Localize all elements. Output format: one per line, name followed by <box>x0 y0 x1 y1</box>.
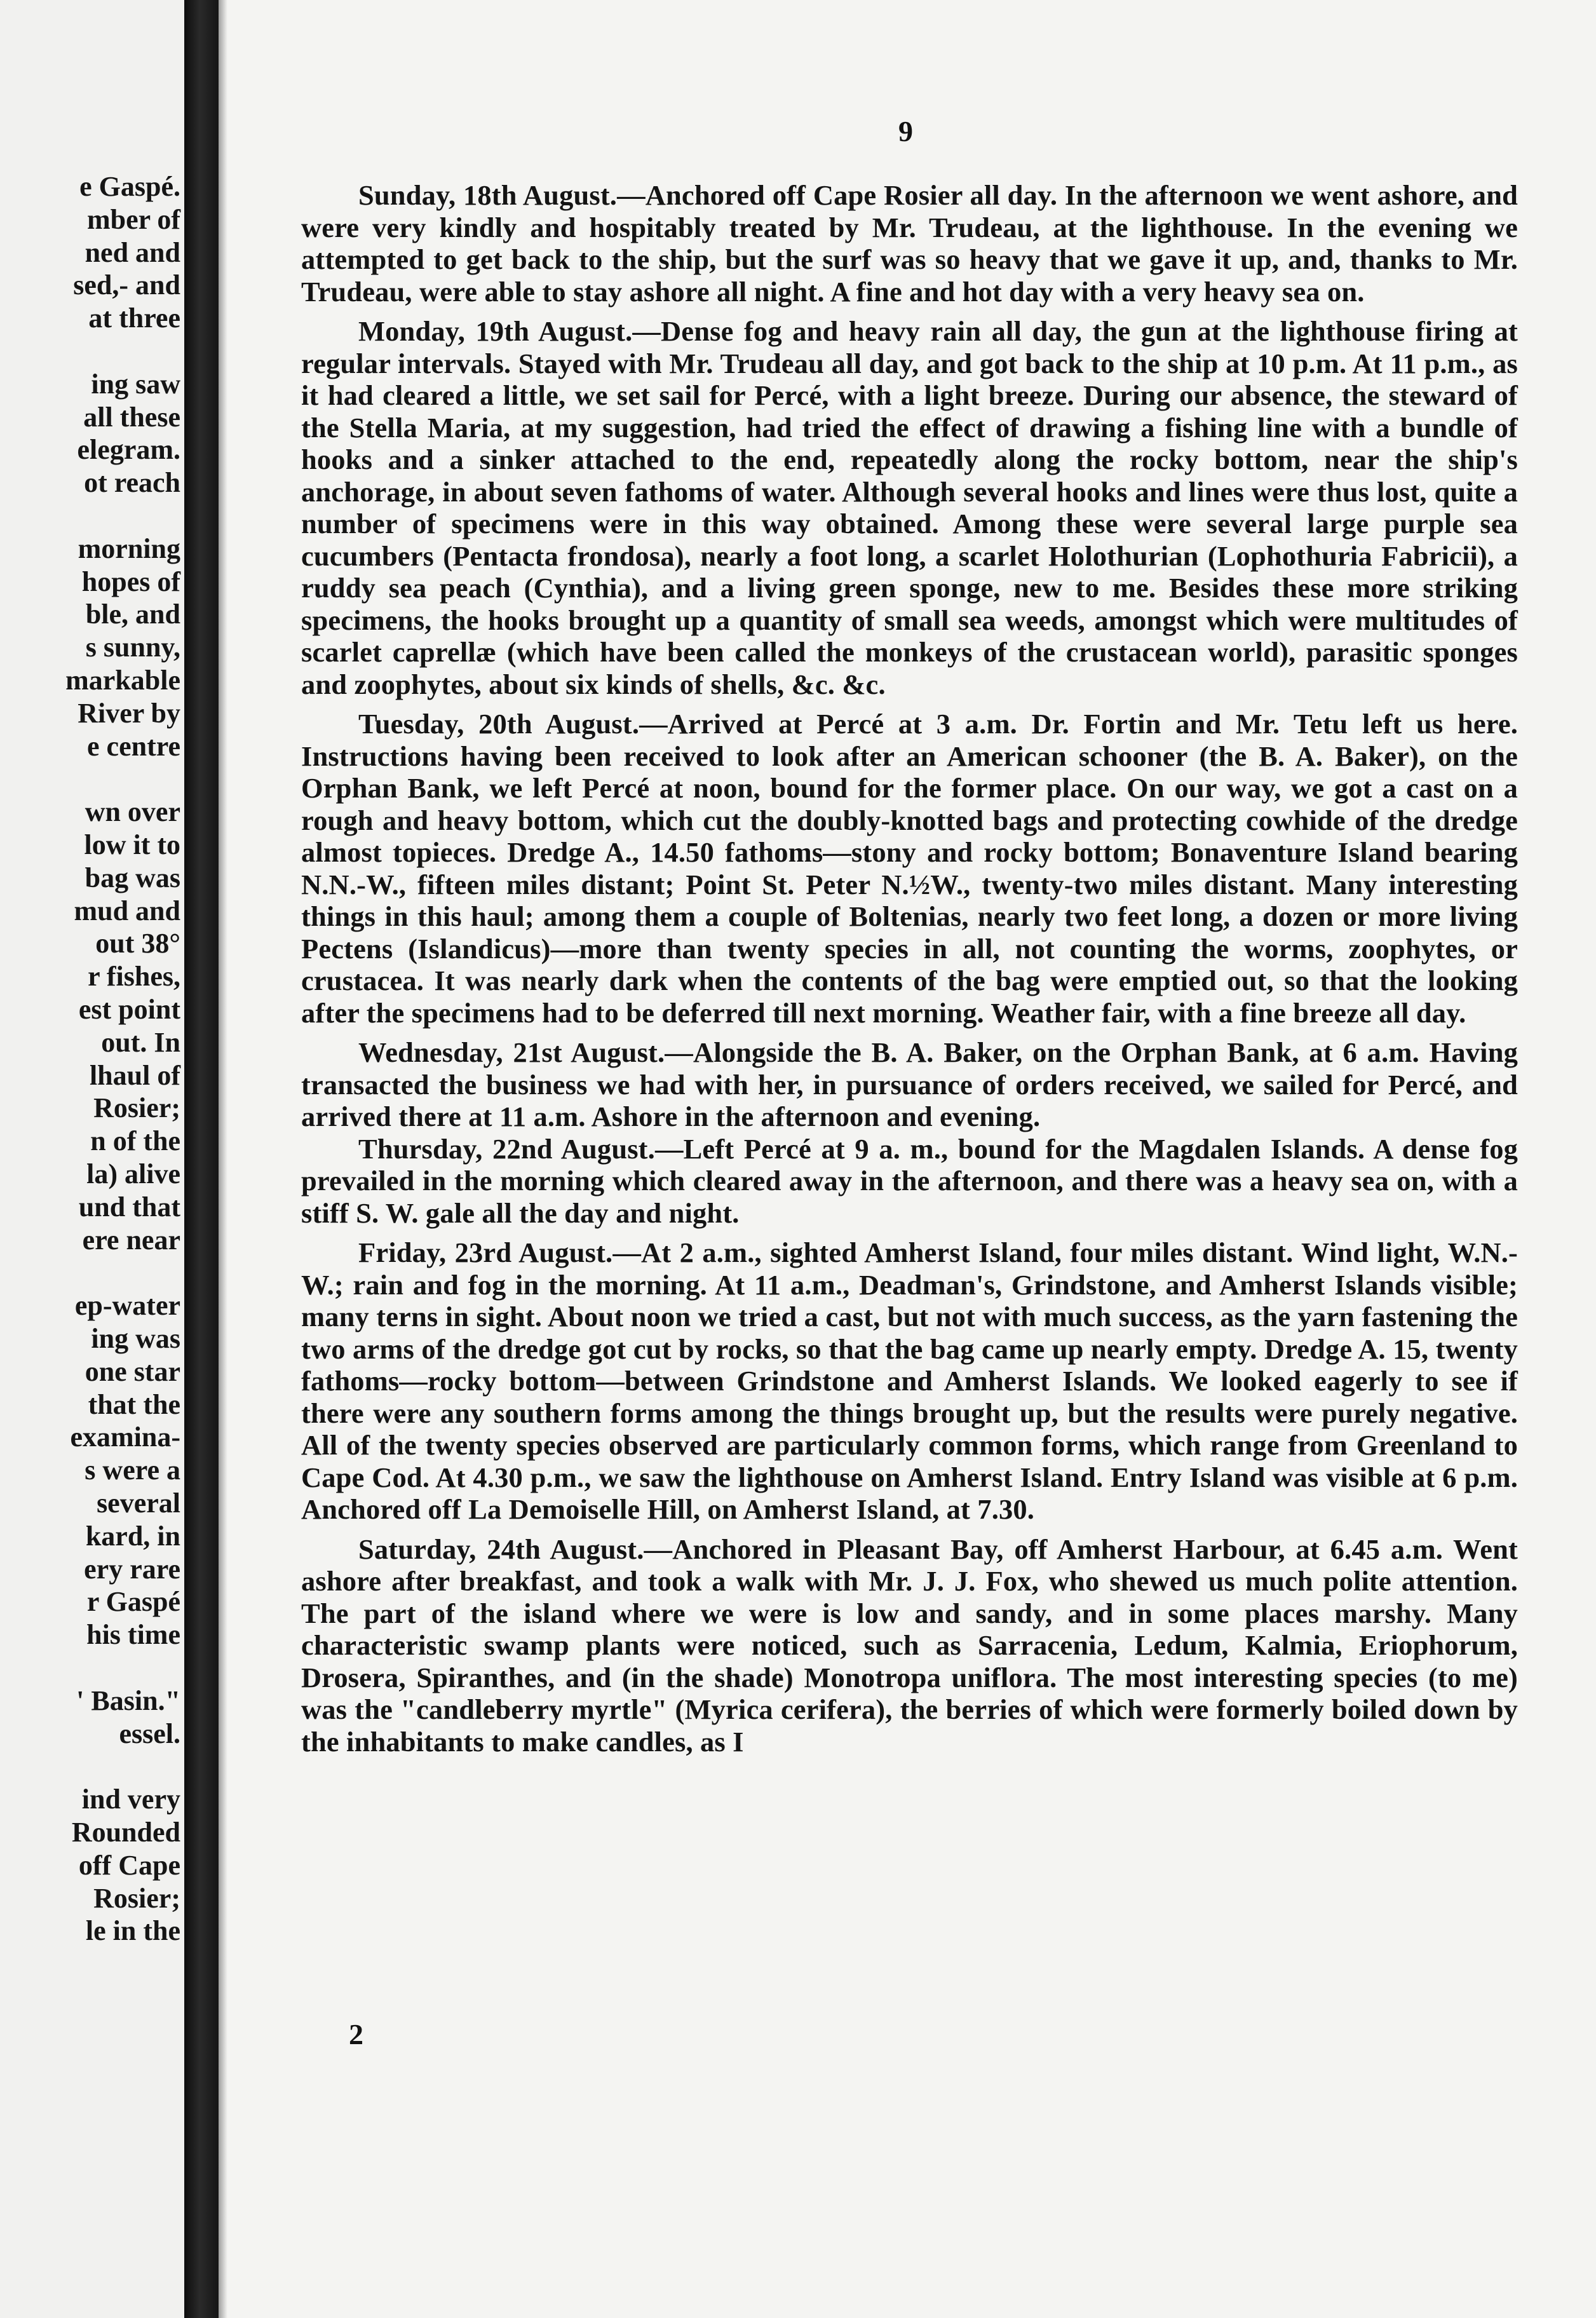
entry-text: —At 2 a.m., sighted Amherst Island, four miles distant. Wind light, W.N.-W.; rain and fog in the morning. At 11 a.m., Deadman's, Grindstone, and Amherst Islands visible; many terns in sight. About noon we tried a cast, but not with much success, as the yarn fastening the two arms of the dredge got cut by rocks, so that the bag came up nearly empty. Dredge A. 15, twenty fathoms—rocky bottom—between Grindstone and Amherst Islands. We looked eagerly to see if there were any southern forms among the things brought up, but the results were purely negative. All of the twenty species observed are particularly common forms, which range from Greenland to Cape Cod. At 4.30 p.m., we saw the lighthouse on Amherst Island. Entry Island was visible at 6 p.m. Anchored off La Demoiselle Hill, on Amherst Island, at 7.30. <box>301 1237 1518 1525</box>
previous-page-line: several <box>97 1488 180 1519</box>
entry-text: —Arrived at Percé at 3 a.m. Dr. Fortin and Mr. Tetu left us here. Instructions having been received to look after an American schooner (the B. A. Baker), on the Orphan Bank, we left Percé at noon, bound for the former place. On our way, we got a cast on a rough and heavy bottom, which cut the doubly-knotted bags and protecting cowhide of the dredge almost topieces. Dredge A., 14.50 fathoms—stony and rocky bottom; Bonaventure Island bearing N.N.-W., fifteen miles distant; Point St. Peter N.½W., twenty-two miles distant. Many interesting things in this haul; among them a couple of Boltenias, nearly two feet long, a dozen or more living Pectens (Islandicus)—more than twenty species in all, not counting the worms, zoophytes, or crustacea. It was nearly dark when the contents of the bag were emptied out, so that the looking after the specimens had to be deferred till next morning. Weather fair, with a fine breeze all day. <box>301 708 1518 1029</box>
previous-page-line: lhaul of <box>89 1059 180 1091</box>
previous-page-line: examina- <box>70 1421 180 1453</box>
previous-page-line: ep-water <box>74 1290 180 1322</box>
entry-paragraph <box>301 1133 1518 1230</box>
gutter-shadow <box>219 0 227 2318</box>
previous-page-line: out 38° <box>95 928 180 959</box>
entry-date: Sunday, 18th August. <box>358 179 618 211</box>
previous-page-line: all these <box>83 401 180 433</box>
entry-date: Saturday, 24th August. <box>358 1533 644 1565</box>
previous-page-line: la) alive <box>86 1158 180 1190</box>
previous-page-line: River by <box>78 697 180 729</box>
previous-page-line: n of the <box>90 1125 180 1157</box>
entry-paragraph <box>301 315 1518 700</box>
entry-date: Friday, 23rd August. <box>358 1237 613 1268</box>
previous-page-line: mber of <box>86 203 180 235</box>
entry-paragraph <box>301 179 1518 308</box>
previous-page-line: ing was <box>91 1323 180 1354</box>
previous-page-line: off Cape <box>78 1849 180 1881</box>
previous-page-line: ned and <box>85 236 180 268</box>
page <box>219 0 1596 2318</box>
entry-date: Thursday, 22nd August. <box>358 1132 655 1165</box>
previous-page-line: und that <box>78 1191 180 1223</box>
previous-page-line: mud and <box>74 895 180 926</box>
previous-page-line: s sunny, <box>85 632 180 663</box>
previous-page-line: ere near <box>82 1224 180 1256</box>
previous-page-line: bag was <box>85 862 180 893</box>
entry-text: —Left Percé at 9 a. m., bound for the Magdalen Islands. A dense fog prevailed in the morning which cleared away in the afternoon, and there was a heavy sea on, with a stiff S. W. gale all the day and night. <box>301 1132 1518 1229</box>
previous-page-line: e Gaspé. <box>79 171 180 202</box>
entry-paragraph <box>301 708 1518 1029</box>
page-number: 9 <box>898 115 913 147</box>
previous-page-line: Rosier; <box>93 1882 180 1914</box>
previous-page-line: morning <box>78 532 180 564</box>
previous-page-line: ind very <box>81 1784 180 1815</box>
previous-page-line: e centre <box>87 730 180 762</box>
previous-page-line: low it to <box>84 829 180 860</box>
previous-page-line: ery rare <box>84 1553 180 1585</box>
entry-text: —Anchored in Pleasant Bay, off Amherst Harbour, at 6.45 a.m. Went ashore after breakfast, and took a walk with Mr. J. J. Fox, who shewed us much polite attention. The part of the island where we were is low and sandy, and in some places marshy. Many characteristic swamp plants were noticed, such as Sarracenia, Ledum, Kalmia, Eriophorum, Drosera, Spiranthes, and (in the shade) Monotropa uniflora. The most interesting species (to me) was the "candleberry myrtle" (Myrica cerifera), the berries of which were formerly boiled down by the inhabitants to make candles, as I <box>301 1533 1518 1758</box>
previous-page-line: at three <box>88 302 180 334</box>
previous-page-line: Rosier; <box>93 1092 180 1124</box>
book-gutter <box>184 0 219 2318</box>
previous-page-line: out. In <box>101 1026 180 1058</box>
previous-page-line: r fishes, <box>88 961 180 993</box>
previous-page-line: hopes of <box>81 566 180 597</box>
entry-text: —Anchored off Cape Rosier all day. In the afternoon we went ashore, and were very kindly and hospitably treated by Mr. Trudeau, at the lighthouse. In the evening we attempted to get back to the ship, but the surf was so heavy that we gave it up, and, thanks to Mr. Trudeau, were able to stay ashore all night. A fine and hot day with a very heavy sea on. <box>301 179 1518 308</box>
previous-page-line: that the <box>88 1388 180 1420</box>
diary-text <box>301 179 1518 1765</box>
previous-page-line: est point <box>78 994 180 1025</box>
previous-page-line: his time <box>86 1619 180 1651</box>
previous-page-line: ot reach <box>84 467 180 499</box>
previous-page-edge <box>0 0 184 2318</box>
previous-page-line: ' Basin." <box>76 1684 180 1716</box>
previous-page-line: ing saw <box>91 368 180 400</box>
entry-text: —Alongside the B. A. Baker, on the Orphan Bank, at 6 a.m. Having transacted the business we had with her, in pursuance of orders received, we sailed for Percé, and arrived there at 11 a.m. Ashore in the afternoon and evening. <box>301 1036 1518 1132</box>
entry-date: Wednesday, 21st August. <box>358 1036 665 1068</box>
entry-paragraph <box>301 1533 1518 1758</box>
entry-paragraph <box>301 1237 1518 1526</box>
previous-page-line: kard, in <box>85 1520 180 1552</box>
entry-date: Monday, 19th August. <box>358 315 633 347</box>
entry-text: —Dense fog and heavy rain all day, the gun at the lighthouse firing at regular intervals. Stayed with Mr. Trudeau all day, and got back to the ship at 10 p.m. At 11 p.m., as it had cleared a little, we set sail for Percé, with a light breeze. During our absence, the steward of the Stella Maria, at my suggestion, had tried the effect of drawing a fishing line with a bundle of hooks and a sinker attached to the end, repeatedly along the rocky bottom, near the ship's anchorage, in about seven fathoms of water. Although several hooks and lines were thus lost, quite a number of specimens were in this way obtained. Among these were several large purple sea cucumbers (Pentacta frondosa), nearly a foot long, a scarlet Holothurian (Lophothuria Fabricii), a ruddy sea peach (Cynthia), and a living green sponge, new to me. Besides these more striking specimens, the hooks brought up a quantity of small sea weeds, amongst which were multitudes of scarlet caprellæ (which have been called the monkeys of the crustacean world), parasitic sponges and zoophytes, about six kinds of shells, &c. &c. <box>301 315 1518 700</box>
previous-page-line: markable <box>65 665 180 696</box>
previous-page-line: le in the <box>85 1915 180 1947</box>
previous-page-line: ble, and <box>85 599 180 630</box>
entry-paragraph <box>301 1036 1518 1133</box>
signature-mark: 2 <box>349 2018 363 2050</box>
previous-page-line: elegram. <box>77 434 180 466</box>
previous-page-line: wn over <box>85 796 180 828</box>
previous-page-line: s were a <box>85 1454 180 1486</box>
previous-page-line: sed,- and <box>73 269 180 301</box>
previous-page-line: one star <box>85 1355 180 1387</box>
previous-page-line: essel. <box>119 1718 180 1749</box>
previous-page-line: r Gaspé <box>86 1586 180 1618</box>
entry-date: Tuesday, 20th August. <box>358 708 640 740</box>
previous-page-line: Rounded <box>71 1817 180 1848</box>
